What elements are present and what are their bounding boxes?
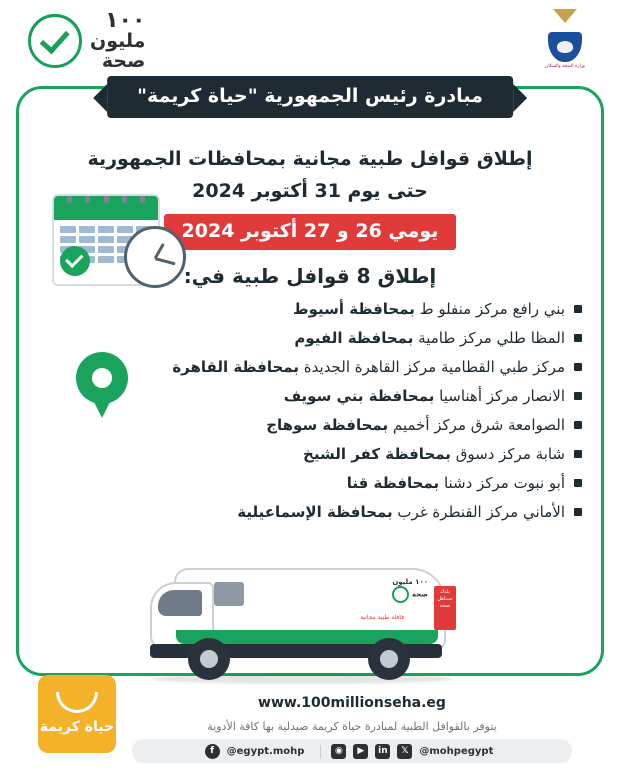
shield-icon xyxy=(548,32,582,62)
bullet-icon xyxy=(574,450,582,458)
bullet-icon xyxy=(574,334,582,342)
list-item xyxy=(182,445,582,463)
website-url[interactable]: www.100millionseha.eg xyxy=(258,695,446,711)
convoy-place: الصوامعة شرق مركز أخميم xyxy=(392,416,565,434)
hayah-karima-logo xyxy=(38,675,116,753)
convoy-governorate: بمحافظة كفر الشيخ xyxy=(303,445,451,463)
check-circle-icon xyxy=(28,14,82,68)
smile-icon xyxy=(56,692,98,713)
initiative-title-ribbon: مبادرة رئيس الجمهورية "حياة كريمة" xyxy=(107,76,513,118)
campaign-word-health: صحة xyxy=(101,49,146,72)
van-rear-wheel xyxy=(368,638,410,680)
list-item xyxy=(182,329,582,347)
convoy-governorate: بمحافظة أسيوط xyxy=(293,300,415,318)
list-item xyxy=(182,300,582,318)
days-badge: يومي 26 و 27 أكتوبر 2024 xyxy=(164,214,457,250)
list-item xyxy=(182,474,582,492)
check-circle-icon xyxy=(392,586,409,603)
poster-header xyxy=(0,0,620,72)
campaign-logo-100-million-health xyxy=(28,10,145,71)
list-item xyxy=(172,358,582,376)
convoy-governorate: بمحافظة قنا xyxy=(346,474,440,492)
bullet-icon xyxy=(574,421,582,429)
bullet-icon xyxy=(574,392,582,400)
x-twitter-handle[interactable]: @mohpegypt xyxy=(419,745,494,757)
list-item xyxy=(182,416,582,434)
convoy-governorate: بمحافظة سوهاج xyxy=(266,416,389,434)
youtube-icon[interactable]: ▶ xyxy=(353,744,368,759)
van-windshield xyxy=(158,590,202,616)
convoy-governorate: بمحافظة القاهرة xyxy=(172,358,299,376)
van-front-wheel xyxy=(188,638,230,680)
convoy-list xyxy=(172,300,582,532)
bullet-icon xyxy=(574,305,582,313)
van-badge-line2: صحة xyxy=(411,590,428,599)
calendar-clock-illustration xyxy=(46,182,196,292)
campaign-logo-words xyxy=(90,10,145,71)
van-campaign-badge xyxy=(392,578,428,603)
instagram-icon[interactable]: ◉ xyxy=(331,744,346,759)
convoy-place: بني رافع مركز منفلو ط xyxy=(419,300,565,318)
x-twitter-icon[interactable]: 𝕏 xyxy=(397,744,412,759)
van-slogan-box: بلدك تستاهل صحة xyxy=(434,586,456,630)
convoy-governorate: بمحافظة الإسماعيلية xyxy=(237,503,393,521)
van-badge-line1: ١٠٠ مليون xyxy=(392,578,428,586)
van-side-text: قافلة طبية مجانية xyxy=(360,614,404,621)
ministry-of-health-caption: وزارة الصحة والسكان xyxy=(545,63,585,69)
hayah-karima-label: حياة كريمة xyxy=(39,719,115,736)
campaign-word-million: مليون xyxy=(90,30,146,53)
medical-convoy-van xyxy=(140,556,480,686)
facebook-handle[interactable]: @egypt.mohp xyxy=(226,745,305,757)
facebook-icon[interactable]: f xyxy=(205,744,220,759)
convoy-place: المظا طلي مركز طامية xyxy=(418,329,565,347)
linkedin-icon[interactable]: in xyxy=(375,744,390,759)
list-item xyxy=(182,387,582,405)
list-item xyxy=(182,503,582,521)
location-pin-icon xyxy=(76,352,128,422)
headline-free-convoys: إطلاق قوافل طبية مجانية بمحافظات الجمهورية xyxy=(87,148,533,170)
calendar-check-mark xyxy=(60,246,90,276)
bullet-icon xyxy=(574,508,582,516)
ministry-of-health-logo xyxy=(534,8,596,70)
headline-until-date: حتى يوم 31 أكتوبر 2024 xyxy=(192,180,428,202)
convoy-place: الانصار مركز أهناسيا xyxy=(439,387,565,405)
eagle-icon xyxy=(552,9,578,31)
bullet-icon xyxy=(574,363,582,371)
van-side-window xyxy=(214,582,244,606)
convoy-place: مركز طبي القطامية مركز القاهرة الجديدة xyxy=(303,358,565,376)
campaign-word-100: ١٠٠ xyxy=(105,8,146,33)
convoy-place: شابة مركز دسوق xyxy=(455,445,565,463)
convoy-place: أبو نبوت مركز دشنا xyxy=(443,474,565,492)
convoy-governorate: بمحافظة الفيوم xyxy=(294,329,414,347)
convoy-governorate: بمحافظة بني سويف xyxy=(283,387,435,405)
convoy-place: الأماني مركز القنطرة غرب xyxy=(397,503,565,521)
headline-eight-convoys: إطلاق 8 قوافل طبية في: xyxy=(183,264,437,288)
social-bar xyxy=(132,739,572,763)
bullet-icon xyxy=(574,479,582,487)
clock-icon xyxy=(124,226,186,288)
pharmacy-note: يتوفر بالقوافل الطبية لمبادرة حياة كريمة صيدلية بها كافة الأدوية xyxy=(207,720,497,733)
